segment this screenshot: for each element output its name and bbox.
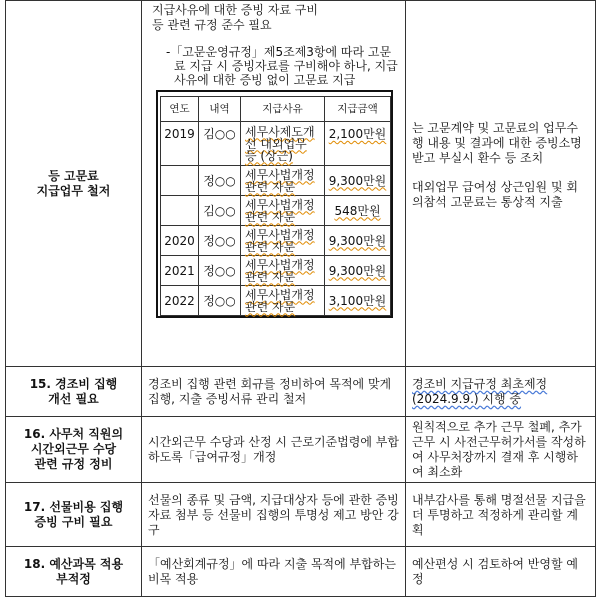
response-cell — [406, 1, 596, 367]
finding-cell — [142, 1, 406, 367]
response-text: 내부감사를 통해 명절선물 지급을 더 투명하고 적정하게 관리할 계획 — [412, 492, 586, 537]
year-cell: 2020 — [161, 226, 199, 256]
amount-text: 9,300만원 — [328, 173, 387, 188]
year-cell — [161, 166, 199, 196]
amount-cell — [325, 196, 391, 226]
amount-cell — [325, 256, 391, 286]
header-cell: 연도 — [161, 97, 199, 122]
row-label-line: 16. 사무처 직원의 — [23, 427, 124, 441]
response-text: 대외업무 급여성 상근임원 및 회의참석 고문료는 통상적 지출 — [412, 179, 578, 209]
name-cell: 정○○ — [199, 256, 241, 286]
response-cell — [406, 547, 596, 597]
finding-cell — [142, 547, 406, 597]
row-label-line: 등 고문료 — [48, 168, 99, 183]
payment-row — [161, 286, 391, 316]
payment-row — [161, 196, 391, 226]
reason-cell — [241, 166, 325, 196]
year-cell: 2021 — [161, 256, 199, 286]
reason-text: 세무사법개정 관련 자문 — [245, 287, 315, 314]
reason-cell — [241, 256, 325, 286]
response-text: 예산편성 시 검토하여 반영할 예정 — [412, 557, 578, 586]
reason-text: 세무사법개정 관련 자문 — [245, 167, 315, 194]
response-cell — [406, 417, 596, 483]
reason-cell — [241, 226, 325, 256]
amount-text: 2,100만원 — [328, 127, 387, 141]
table-row — [6, 1, 596, 367]
payment-row — [161, 122, 391, 166]
reason-cell — [241, 122, 325, 166]
amount-cell — [325, 226, 391, 256]
row-label-line: 증빙 구비 필요 — [34, 514, 113, 529]
amount-text: 9,300만원 — [328, 263, 387, 278]
amount-text: 3,100만원 — [328, 293, 387, 308]
row-label — [6, 367, 142, 417]
finding-cell — [142, 367, 406, 417]
payment-table — [160, 96, 391, 316]
finding-line: 등 관련 규정 준수 필요 — [152, 18, 272, 32]
row-label-line: 시간외근무 수당 — [30, 442, 117, 456]
finding-text: 시간외근무 수당과 산정 시 근로기준법령에 부합하도록「급여규정」개정 — [148, 435, 399, 464]
payment-row — [161, 226, 391, 256]
finding-line: 지급사유에 대한 증빙 자료 구비 — [152, 3, 318, 17]
response-cell — [406, 483, 596, 547]
name-cell: 김○○ — [199, 196, 241, 226]
header-cell: 내역 — [199, 97, 241, 122]
name-cell: 정○○ — [199, 286, 241, 316]
year-cell: 2019 — [161, 122, 199, 166]
reason-cell — [241, 196, 325, 226]
amount-text: 9,300만원 — [328, 233, 387, 248]
payment-row — [161, 166, 391, 196]
row-label — [6, 483, 142, 547]
table-row — [6, 483, 596, 547]
row-label — [6, 1, 142, 367]
reason-text: 세무사법개정 관련 자문 — [245, 197, 315, 224]
table-row — [6, 547, 596, 597]
table-row — [6, 417, 596, 483]
table-row — [6, 367, 596, 417]
payment-table-header — [161, 97, 391, 122]
name-cell: 정○○ — [199, 166, 241, 196]
year-cell: 2022 — [161, 286, 199, 316]
row-label — [6, 417, 142, 483]
row-label-line: 지급업무 철저 — [36, 183, 111, 198]
reason-text: 세무사제도개선 대외업무 등 (상근) — [245, 124, 315, 163]
row-label — [6, 547, 142, 597]
reason-text: 세무사법개정 관련 자문 — [245, 227, 315, 254]
row-label-line: 관련 규정 정비 — [34, 457, 113, 471]
reason-text: 세무사법개정 관련 자문 — [245, 257, 315, 284]
reason-cell — [241, 286, 325, 316]
year-cell — [161, 196, 199, 226]
row-label-line: 15. 경조비 집행 — [29, 376, 118, 391]
finding-text: 경조비 집행 관련 회규를 정비하여 목적에 맞게 집행, 지출 증빙서류 관리 철저 — [148, 377, 392, 406]
audit-table — [5, 0, 596, 597]
finding-text: 선물의 종류 및 금액, 지급대상자 등에 관한 증빙자료 첨부 등 선물비 집행의 투명성 제고 방안 강구 — [148, 492, 399, 537]
row-label-line: 18. 예산과목 적용 — [23, 556, 124, 571]
finding-cell — [142, 417, 406, 483]
response-text: 경조비 지급규정 최초제정 (2024.9.9.) 시행 중 — [412, 377, 548, 406]
payment-row — [161, 256, 391, 286]
amount-cell — [325, 122, 391, 166]
amount-cell — [325, 166, 391, 196]
name-cell: 정○○ — [199, 226, 241, 256]
row-label-line: 17. 선물비용 집행 — [23, 499, 124, 514]
header-cell: 지급금액 — [325, 97, 391, 122]
finding-text: 「예산회계규정」에 따라 지출 목적에 부합하는 비목 적용 — [148, 557, 396, 586]
header-cell: 지급사유 — [241, 97, 325, 122]
payment-table-frame — [156, 90, 393, 318]
amount-cell — [325, 286, 391, 316]
response-cell — [406, 367, 596, 417]
response-text: 는 고문계약 및 고문료의 업무수행 내용 및 결과에 대한 증빙소명받고 부실시 환수 등 조치 — [412, 120, 582, 165]
name-cell: 김○○ — [199, 122, 241, 166]
amount-text: 548만원 — [334, 203, 381, 218]
row-label-line: 개선 필요 — [48, 391, 99, 406]
finding-bullet: -「고문운영규정」제5조제3항에 따라 고문료 지급 시 증빙자료를 구비해야 하나, 지급사유에 대한 증빙 없이 고문료 지급 — [166, 45, 398, 87]
response-text: 원칙적으로 추가 근무 철폐, 추가 근무 시 사전근무허가서를 작성하여 사무처장까지 결재 후 시행하여 최소화 — [412, 420, 586, 479]
row-label-line: 부적정 — [56, 571, 91, 586]
finding-cell — [142, 483, 406, 547]
